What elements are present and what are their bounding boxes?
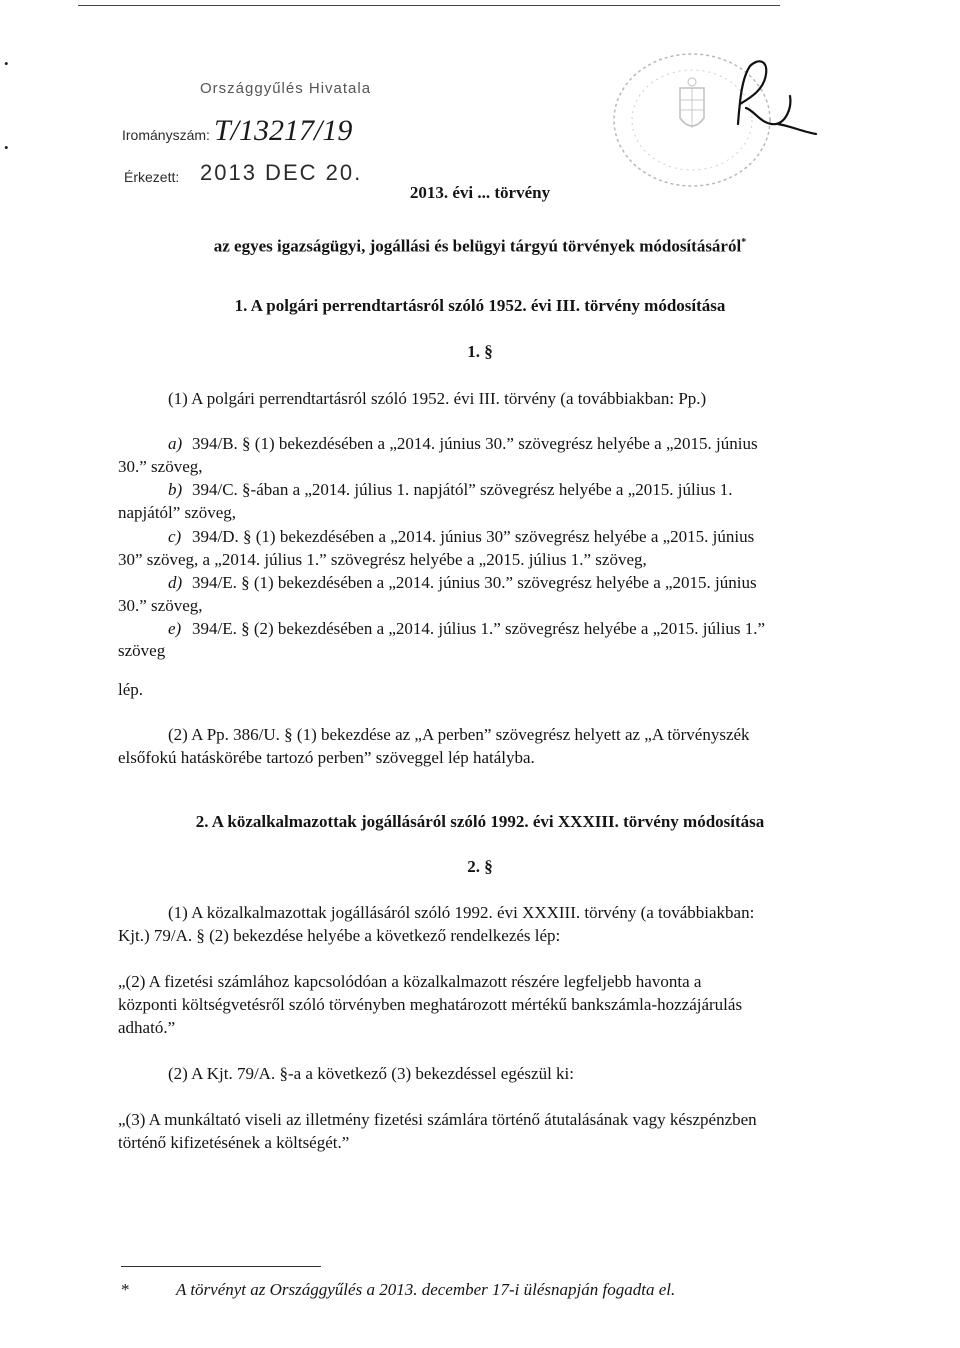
section-2-heading: 2. A közalkalmazottak jogállásáról szóló 1992. évi XXXIII. törvény módosítása bbox=[195, 812, 765, 831]
item-letter: b) bbox=[168, 480, 183, 499]
received-date: 2013 DEC 20. bbox=[200, 160, 363, 185]
item-text: 394/D. § (1) bekezdésében a „2014. június 30” szövegrész helyébe a „2015. június bbox=[192, 527, 755, 546]
paragraph-2-number: 2. § bbox=[467, 857, 493, 876]
office-stamp: Országgyűlés Hivatala bbox=[200, 80, 372, 97]
footnote-mark: * bbox=[121, 1280, 130, 1299]
footnote-reference: * bbox=[741, 237, 747, 248]
section-1-intro: (1) A polgári perrendtartásról szóló 1952. évi III. törvény (a továbbiakban: Pp.) bbox=[168, 389, 707, 408]
item-text: 394/C. §-ában a „2014. július 1. napjától” szövegrész helyébe a „2015. július 1. bbox=[192, 480, 733, 499]
section-2-paragraph: (1) A közalkalmazottak jogállásáról szóló 1992. évi XXXIII. törvény (a továbbiakban: bbox=[168, 903, 755, 922]
received-label: Érkezett: bbox=[124, 169, 180, 185]
paragraph-2-line: (2) A Pp. 386/U. § (1) bekezdése az „A perben” szövegrész helyett az „A törvényszék bbox=[168, 725, 750, 744]
closing-word: lép. bbox=[118, 680, 144, 699]
item-text: szöveg bbox=[118, 641, 166, 660]
top-rule bbox=[78, 5, 780, 6]
item-text: napjától” szöveg, bbox=[118, 503, 237, 522]
law-subtitle: az egyes igazságügyi, jogállási és belügyi tárgyú törvények módosításáról* bbox=[213, 236, 747, 256]
paragraph-1-number: 1. § bbox=[467, 342, 493, 361]
law-title: 2013. évi ... törvény bbox=[409, 183, 551, 202]
handwritten-number: T/13217/19 bbox=[214, 114, 353, 147]
section-2-paragraph: (2) A Kjt. 79/A. §-a a következő (3) bekezdéssel egészül ki: bbox=[168, 1064, 574, 1083]
section-1-heading: 1. A polgári perrendtartásról szóló 1952. évi III. törvény módosítása bbox=[234, 296, 726, 315]
section-2-paragraph: Kjt.) 79/A. § (2) bekezdése helyébe a következő rendelkezés lép: bbox=[118, 926, 561, 945]
quoted-provision: központi költségvetésről szóló törvényben meghatározott mértékű bankszámla-hozzájárulás bbox=[118, 995, 743, 1014]
item-letter: e) bbox=[168, 619, 182, 638]
item-text: 30” szöveg, a „2014. július 1.” szövegrész helyébe a „2015. július 1.” szöveg, bbox=[118, 550, 647, 569]
item-text: 394/E. § (2) bekezdésében a „2014. július 1.” szövegrész helyébe a „2015. július 1.” bbox=[192, 619, 766, 638]
number-label: Irományszám: bbox=[122, 127, 210, 143]
quoted-provision: „(2) A fizetési számlához kapcsolódóan a közalkalmazott részére legfeljebb havonta a bbox=[118, 972, 702, 991]
item-text: 30.” szöveg, bbox=[118, 457, 203, 476]
quoted-provision: „(3) A munkáltató viseli az illetmény fizetési számlára történő átutalásának vagy készpénzben bbox=[118, 1110, 757, 1129]
item-letter: a) bbox=[168, 434, 183, 453]
item-letter: d) bbox=[168, 573, 183, 592]
footnote-rule bbox=[121, 1266, 321, 1267]
item-text: 394/B. § (1) bekezdésében a „2014. június 30.” szövegrész helyébe a „2015. június bbox=[192, 434, 758, 453]
margin-mark: • bbox=[4, 56, 9, 71]
footnote-text: A törvényt az Országgyűlés a 2013. december 17-i ülésnapján fogadta el. bbox=[176, 1280, 676, 1299]
quoted-provision: adható.” bbox=[118, 1018, 176, 1037]
quoted-provision: történő kifizetésének a költségét.” bbox=[118, 1133, 350, 1152]
parliament-seal-icon bbox=[600, 38, 828, 200]
margin-mark: • bbox=[4, 140, 9, 155]
paragraph-2-line: elsőfokú hatáskörébe tartozó perben” szöveggel lép hatályba. bbox=[118, 748, 535, 767]
item-text: 30.” szöveg, bbox=[118, 596, 203, 615]
item-letter: c) bbox=[168, 527, 182, 546]
item-text: 394/E. § (1) bekezdésében a „2014. június 30.” szövegrész helyébe a „2015. június bbox=[192, 573, 757, 592]
